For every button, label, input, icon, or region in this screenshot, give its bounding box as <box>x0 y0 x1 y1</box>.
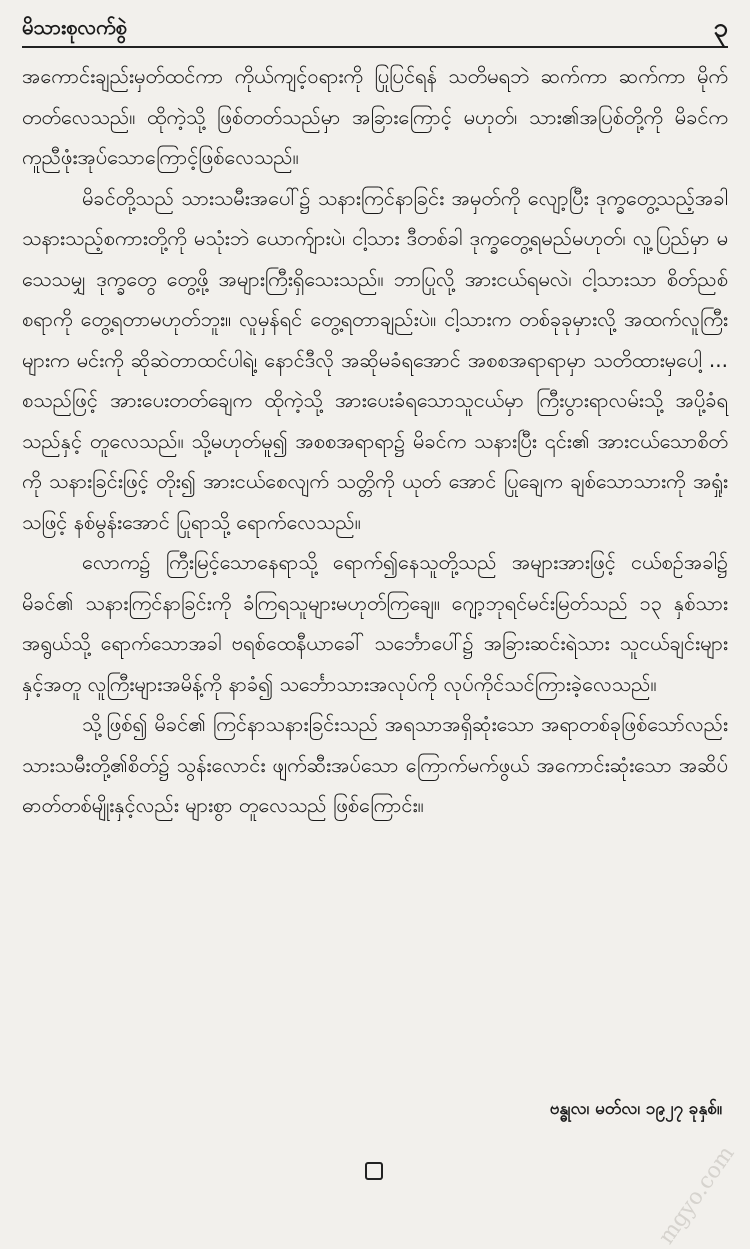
paragraph: သို့ဖြစ်၍ မိခင်၏ ကြင်နာသနားခြင်းသည် အရသာအရှိဆုံးသော အရာတစ်ခုဖြစ်သော်လည်း သားသမီးတို့၏စိတ်၌ သွန်းလောင်း ဖျက်ဆီးအပ်သော ကြောက်မက်ဖွယ် အကောင်းဆုံးသော အဆိပ်ဓာတ်တစ်မျိုးနှင့်လည်း များစွာ တူလေသည် ဖြစ်ကြောင်း။ <box>22 712 728 817</box>
running-title: မိသားစုလက်စွဲ <box>22 15 127 39</box>
page-number: ၃ <box>713 12 728 43</box>
watermark: mgyo.com <box>654 1141 740 1249</box>
body-text <box>22 56 728 826</box>
paragraph: မိခင်တို့သည် သားသမီးအပေါ်၌ သနားကြင်နာခြင်း အမှတ်ကို လျော့ပြီး ဒုက္ခတွေ့သည့်အခါ သနားသည့်စကားတို့ကို မသုံးဘဲ ယောက်ျားပဲ၊ ငါ့သား ဒီတစ်ခါ ဒုက္ခတွေ့ရမည်မဟုတ်၊ လူ့ပြည်မှာ မသေသမျှ ဒုက္ခတွေ တွေ့ဖို့ အများကြီးရှိသေးသည်။ ဘာပြုလို့ အားငယ်ရမလဲ၊ ငါ့သားသာ စိတ်ညစ်စရာကို တွေ့ရတာမဟုတ်ဘူး။ လူမှန်ရင် တွေ့ရတာချည်းပဲ။ ငါ့သားက တစ်ခုခုမှားလို့ အထက်လူကြီးများက မင်းကို ဆိုဆဲတာထင်ပါရဲ့၊ နောင်ဒီလို အဆိုမခံရအောင် အစစအရာရာမှာ သတိထားမှပေါ့ ... စသည်ဖြင့် အားပေးတတ်ချေက ထိုကဲ့သို့ အားပေးခံရသောသူငယ်မှာ ကြီးပွားရာလမ်းသို့ အပို့ခံရသည်နှင့် တူလေသည်။ သို့မဟုတ်မူ၍ အစစအရာရာ၌ မိခင်က သနားပြီး ၎င်း၏ အားငယ်သောစိတ်ကို သနားခြင်းဖြင့် တိုး၍ အားငယ်စေလျက် သတ္တိကို ယုတ် အောင် ပြုချေက ချစ်သောသားကို အရှုံးသဖြင့် နစ်မွန်းအောင် ပြုရာသို့ ရောက်လေသည်။ <box>22 185 729 534</box>
end-of-article-icon <box>365 1162 383 1180</box>
signature-line: ဗန္ဓုလ၊ မတ်လ၊ ၁၉၂၇ ခုနှစ်။ <box>549 1099 722 1119</box>
paragraph: အကောင်းချည်းမှတ်ထင်ကာ ကိုယ်ကျင့်ဝရားကို ပြုပြင်ရန် သတိမရဘဲ ဆက်ကာ ဆက်ကာ မိုက်တတ်လေသည်။ ထိုကဲ့သို့ ဖြစ်တတ်သည်မှာ အခြားကြောင့် မဟုတ်၊ သား၏အပြစ်တို့ကို မိခင်က ကူညီဖုံးအုပ်သောကြောင့်ဖြစ်လေသည်။ <box>22 64 728 169</box>
paragraph: လောက၌ ကြီးမြင့်သောနေရာသို့ ရောက်၍နေသူတို့သည် အများအားဖြင့် ငယ်စဉ်အခါ၌ မိခင်၏ သနားကြင်နာခြင်းကို ခံကြရသူများမဟုတ်ကြချေ။ ဂျော့ဘုရင်မင်းမြတ်သည် ၁၃ နှစ်သားအရွယ်သို့ ရောက်သောအခါ ဗရစ်ထေနီယာခေါ် သင်္ဘောပေါ်၌ အခြားဆင်းရဲသား သူငယ်ချင်းများနှင့်အတူ လူကြီးများအမိန့်ကို နာခံ၍ သင်္ဘောသားအလုပ်ကို လုပ်ကိုင်သင်ကြားခဲ့လေသည်။ <box>22 550 728 696</box>
page-header <box>22 12 728 48</box>
